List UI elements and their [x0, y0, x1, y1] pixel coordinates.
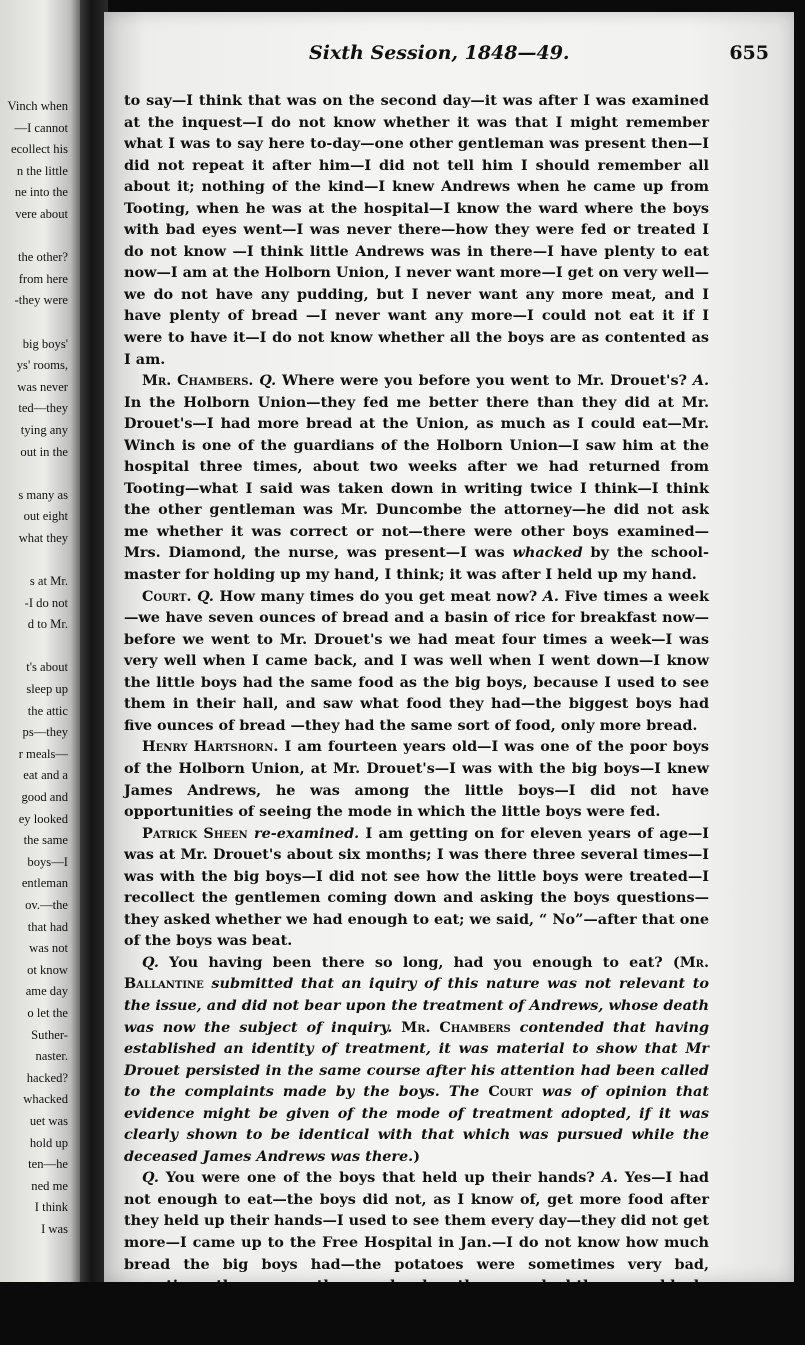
- body-text: [124, 90, 709, 1318]
- left-page-fragment: vere about: [15, 206, 68, 221]
- left-page-fragment: ten—he: [28, 1157, 68, 1172]
- speaker-name: Mr. Chambers.: [142, 372, 254, 390]
- left-page-fragment: from here: [18, 271, 68, 286]
- paragraph-3: [124, 586, 709, 737]
- running-title: Sixth Session, 1848—49.: [309, 42, 570, 64]
- testimony-text: I am fourteen years old—I was one of the poor boys of the Holborn Union, at Mr. Drouet's—I was with the big boys—I knew James Andrews, he was among the little boys—I did not have opportunities of seeing the mode in which the little boys were fed.: [124, 738, 709, 821]
- left-page-fragment: hold up: [29, 1135, 68, 1150]
- left-page-fragment: what they: [18, 530, 68, 545]
- left-page-line-fragments: [0, 96, 68, 1240]
- answer-marker: A.: [692, 372, 710, 390]
- left-page-fragment: uet was: [29, 1113, 68, 1128]
- left-page-fragment: that had: [27, 919, 68, 934]
- left-page-fragment: d to Mr.: [27, 617, 68, 632]
- left-page-fragment: —I cannot: [14, 120, 68, 135]
- left-page-fragment: t's about: [26, 660, 68, 675]
- left-page-fragment: -they were: [14, 293, 68, 308]
- question-marker: Q.: [197, 587, 214, 605]
- left-page-fragment: big boys': [22, 336, 68, 351]
- left-page-fragment: ys' rooms,: [16, 358, 68, 373]
- left-page-fragment: whacked: [23, 1092, 68, 1107]
- left-page-fragment: r meals—: [18, 746, 68, 761]
- left-facing-page: [0, 0, 80, 1300]
- left-page-fragment: was never: [17, 379, 68, 394]
- left-page-fragment: n the little: [16, 163, 68, 178]
- question-marker: Q.: [142, 1169, 159, 1187]
- answer-marker: A.: [601, 1169, 618, 1187]
- left-page-fragment: hacked?: [26, 1070, 68, 1085]
- counsel-name: Mr. Chambers: [401, 1018, 511, 1036]
- answer-text: Yes—I had not enough to eat—the boys did not, as I know of, get more food after they held up their hands—I used to see them every day—they did not get more—I came up to the Free Hospital in Jan.—I do not know how much bread the big boys had—the potatoes were sometimes very bad,: [124, 1169, 709, 1273]
- paragraph-6: [124, 952, 709, 1167]
- left-page-fragment: good and: [21, 790, 68, 804]
- left-page-fragment: s many as: [18, 487, 68, 502]
- left-page-fragment: eat and a: [23, 768, 68, 783]
- court-note: submitted that an iquiry of this nature was not relevant to the issue, and did not bear upon the treatment of Andrews, whose death was now the subject of inquiry.: [124, 975, 709, 1036]
- left-page-fragment: ne into the: [14, 185, 68, 200]
- answer-text: by the school-master for holding up my hand, I think; it was after I held up my hand.: [124, 544, 709, 584]
- question-text: How many times do you get meat now?: [213, 587, 543, 605]
- left-page-fragment: ned me: [31, 1178, 68, 1193]
- question-marker: Q.: [142, 953, 159, 971]
- left-page-fragment: ey looked: [18, 811, 68, 826]
- question-text: You were one of the boys that held up their hands?: [158, 1169, 602, 1187]
- court-note: contended that having established an identity of treatment, it was material to show that Mr Drouet persisted in the same course after his attention had been called to the complaints made by the boys. The: [124, 1018, 710, 1101]
- question-text: You having been there so long, had you enough to eat? (: [158, 953, 680, 971]
- left-page-fragment: naster.: [35, 1049, 68, 1064]
- left-page-fragment: ot know: [27, 962, 68, 977]
- speaker-name: Patrick Sheen: [142, 824, 248, 842]
- left-page-fragment: [0, 312, 68, 334]
- testimony-text: I am getting on for eleven years of age—I was at Mr. Drouet's about six months; I was there three several times—I was with the big boys—I did not see how the little boys were treated—I recollect the gentlemen coming down and asking the boys questions—they asked whether we had enough to eat; we said, “ No”—after that one of the boys was beat.: [124, 824, 710, 950]
- bottom-shadow: [0, 1282, 805, 1345]
- left-page-fragment: [0, 636, 68, 658]
- left-page-fragment: Vinch when: [7, 99, 68, 113]
- page-number: 655: [729, 42, 769, 64]
- paragraph-5: [124, 823, 709, 952]
- left-page-fragment: s at Mr.: [29, 574, 68, 589]
- answer-text: In the Holborn Union—they fed me better there than they did at Mr. Drouet's—I had more bread at the Union, as much as I could eat—Mr. Winch is one of the guardians of the Holborn Union—I saw him at the hospital three times, about two weeks after we had returned from Tooting—what I said was taken down in writing twice I think—I think the other gentleman was Mr. Duncombe the attorney—he did not ask me whether it was correct or not—there were other boys examined—Mrs. Diamond, the nurse, was present—I was: [124, 393, 709, 562]
- speaker-name: Henry Hartshorn.: [142, 738, 279, 756]
- book-page: [104, 12, 794, 1282]
- left-page-fragment: the same: [23, 833, 68, 848]
- left-page-fragment: [0, 549, 68, 571]
- left-page-fragment: ted—they: [18, 401, 68, 416]
- left-page-fragment: o let the: [27, 1005, 68, 1020]
- answer-text: Five times a week—we have seven ounces of bread and a basin of rice for breakfast now—before we went to Mr. Drouet's we had meat four times a week—I was very well when I came back, and I was well when I went down—I know the little boys had the same food as the big boys, because I used to see them in their hall, and saw what food they had—the biggest boys had five ounces of bread —they had the same sort of food, only more bread.: [124, 587, 709, 734]
- left-page-fragment: I was: [41, 1221, 68, 1236]
- speaker-name: Court.: [142, 587, 192, 605]
- court-name: Court: [488, 1083, 533, 1101]
- question-text: Where were you before you went to Mr. Drouet's?: [276, 372, 693, 390]
- paragraph-4: [124, 736, 709, 822]
- emphasis: whacked: [512, 544, 583, 562]
- left-page-fragment: ecollect his: [11, 142, 68, 157]
- left-page-fragment: I think: [34, 1200, 68, 1215]
- paragraph-1: to say—I think that was on the second day—it was after I was examined at the inquest—I do not know whether it was that I might remember what I was to say here to-day—one other gentleman was present then—I did not repeat it after him—I did not tell him I should remember all about it; nothing of the kind—I knew Andrews when he came up from Tooting, when he was at the hospital—I know the ward where the boys with bad eyes went—I was never there—how they were fed or treated I do not know —I think little Andrews was in there—I have plenty to eat now—I am at the Holborn Union, I never want more—I get on very well—we do not have any pudding, but I never want any more meat, and I have plenty of bread —I never want any more—I could not eat it if I were to have it—I do not know whether all the boys are as contented as I am.: [124, 92, 709, 368]
- court-note: was of opinion that evidence might be given of the mode of treatment adopted, if it was clearly shown to be identical with that which was pursued while the deceased James Andrews was there.: [124, 1083, 710, 1165]
- left-page-fragment: [0, 463, 68, 485]
- left-page-fragment: out eight: [23, 509, 68, 524]
- left-page-fragment: out in the: [20, 444, 68, 459]
- left-page-fragment: ame day: [25, 984, 68, 999]
- left-page-fragment: the other?: [18, 250, 68, 265]
- left-page-fragment: tying any: [20, 422, 68, 437]
- left-page-fragment: boys—I: [27, 854, 68, 869]
- question-marker: Q.: [259, 372, 277, 390]
- left-page-fragment: was not: [29, 941, 68, 956]
- left-page-fragment: [0, 226, 68, 248]
- closing-paren: ): [413, 1147, 420, 1165]
- paragraph-2: [124, 370, 709, 585]
- answer-marker: A.: [542, 587, 559, 605]
- left-page-fragment: ov.—the: [25, 897, 68, 912]
- left-page-fragment: ps—they: [22, 725, 68, 740]
- counsel-name: Mr. Ballantine: [124, 953, 709, 993]
- left-page-fragment: -I do not: [24, 595, 68, 610]
- left-page-fragment: sleep up: [26, 682, 68, 697]
- left-page-fragment: entleman: [21, 876, 68, 891]
- speaker-tag: re-examined.: [247, 824, 360, 842]
- left-page-fragment: the attic: [27, 703, 68, 718]
- left-page-fragment: Suther-: [31, 1027, 68, 1042]
